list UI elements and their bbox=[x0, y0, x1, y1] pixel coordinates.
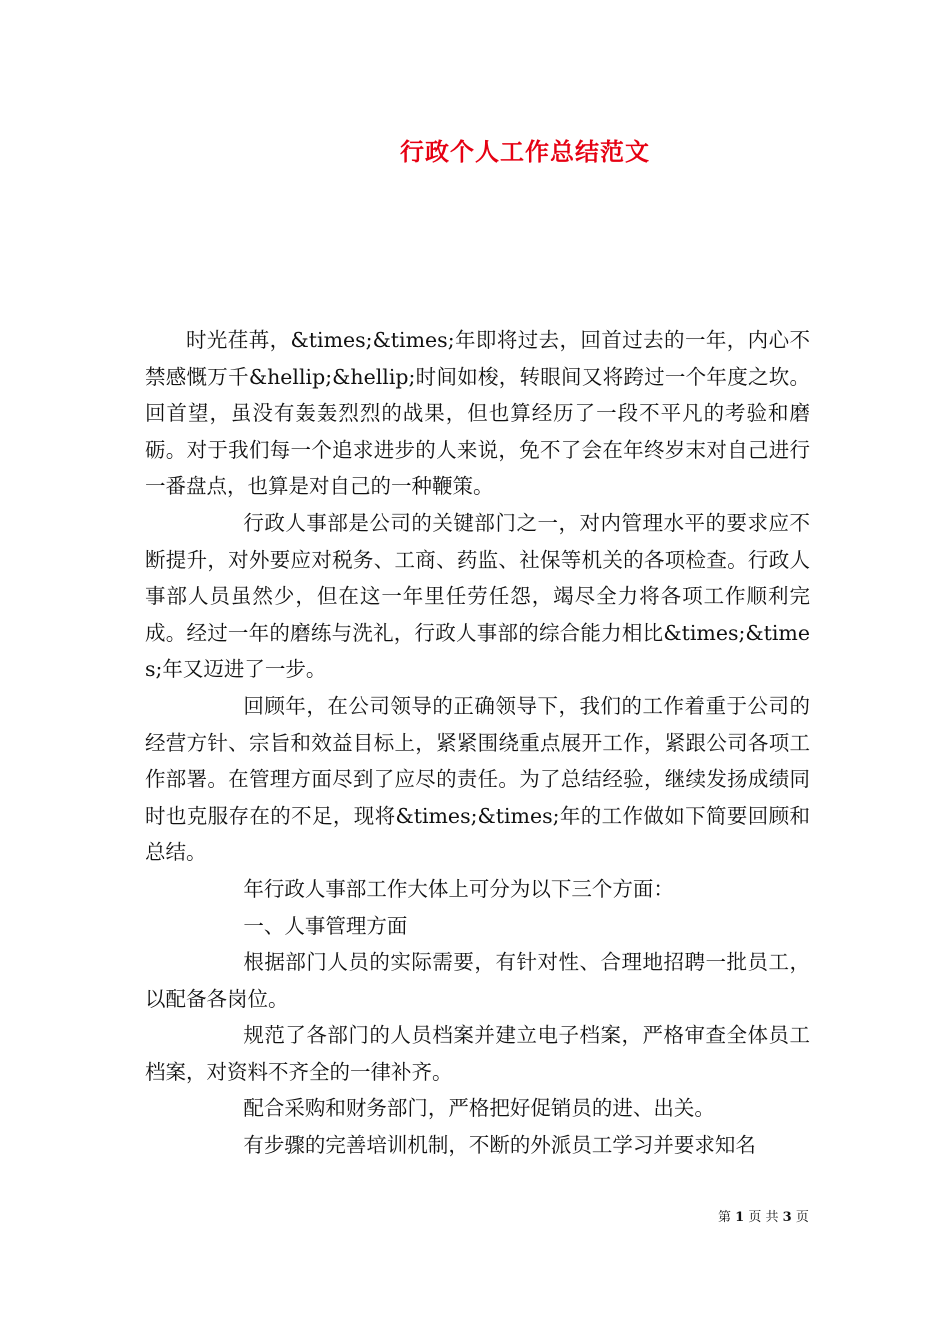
page-title: 行政个人工作总结范文 bbox=[400, 137, 650, 166]
page-footer bbox=[718, 1206, 809, 1225]
paragraph-training: 有步骤的完善培训机制，不断的外派员工学习并要求知名 bbox=[243, 1133, 756, 1158]
footer-current-page: 1 bbox=[735, 1210, 745, 1225]
paragraph-review: 回顾年，在公司领导的正确领导下，我们的工作着重于公司的经营方针、宗旨和效益目标上，紧紧围绕重点展开工作，紧跟公司各项工作部署。在管理方面尽到了应尽的责任。为了总结经验，继续发扬成绩同时也克服存在的不足，现将&times;&times;年的工作做如下简要回顾和总结。 bbox=[145, 693, 810, 865]
paragraph-intro: 时光荏苒，&times;&times;年即将过去，回首过去的一年，内心不禁感慨万千&hellip;&hellip;时间如梭，转眼间又将跨过一个年度之坎。回首望，虽没有轰轰烈烈的战果，但也算经历了一段不平凡的考验和磨砺。对于我们每一个追求进步的人来说，免不了会在年终岁末对自己进行一番盘点，也算是对自己的一种鞭策。 bbox=[145, 328, 810, 499]
footer-prefix: 第 bbox=[718, 1210, 732, 1225]
section-heading-hr: 一、人事管理方面 bbox=[243, 913, 408, 938]
footer-total-pages: 3 bbox=[782, 1210, 792, 1225]
footer-middle: 页 共 bbox=[748, 1210, 779, 1225]
paragraph-archives: 规范了各部门的人员档案并建立电子档案，严格审查全体员工档案，对资料不齐全的一律补齐。 bbox=[145, 1023, 810, 1084]
footer-suffix: 页 bbox=[795, 1210, 809, 1225]
paragraph-overview: 年行政人事部工作大体上可分为以下三个方面： bbox=[243, 876, 674, 901]
paragraph-department: 行政人事部是公司的关键部门之一，对内管理水平的要求应不断提升，对外要应对税务、工商、药监、社保等机关的各项检查。行政人事部人员虽然少，但在这一年里任劳任怨，竭尽全力将各项工作顺利完成。经过一年的磨练与洗礼，行政人事部的综合能力相比&times;&times;年又迈进了一步。 bbox=[145, 510, 810, 682]
paragraph-promoters: 配合采购和财务部门，严格把好促销员的进、出关。 bbox=[243, 1096, 715, 1121]
document-body bbox=[145, 322, 810, 1164]
paragraph-recruiting: 根据部门人员的实际需要，有针对性、合理地招聘一批员工，以配备各岗位。 bbox=[145, 950, 810, 1011]
